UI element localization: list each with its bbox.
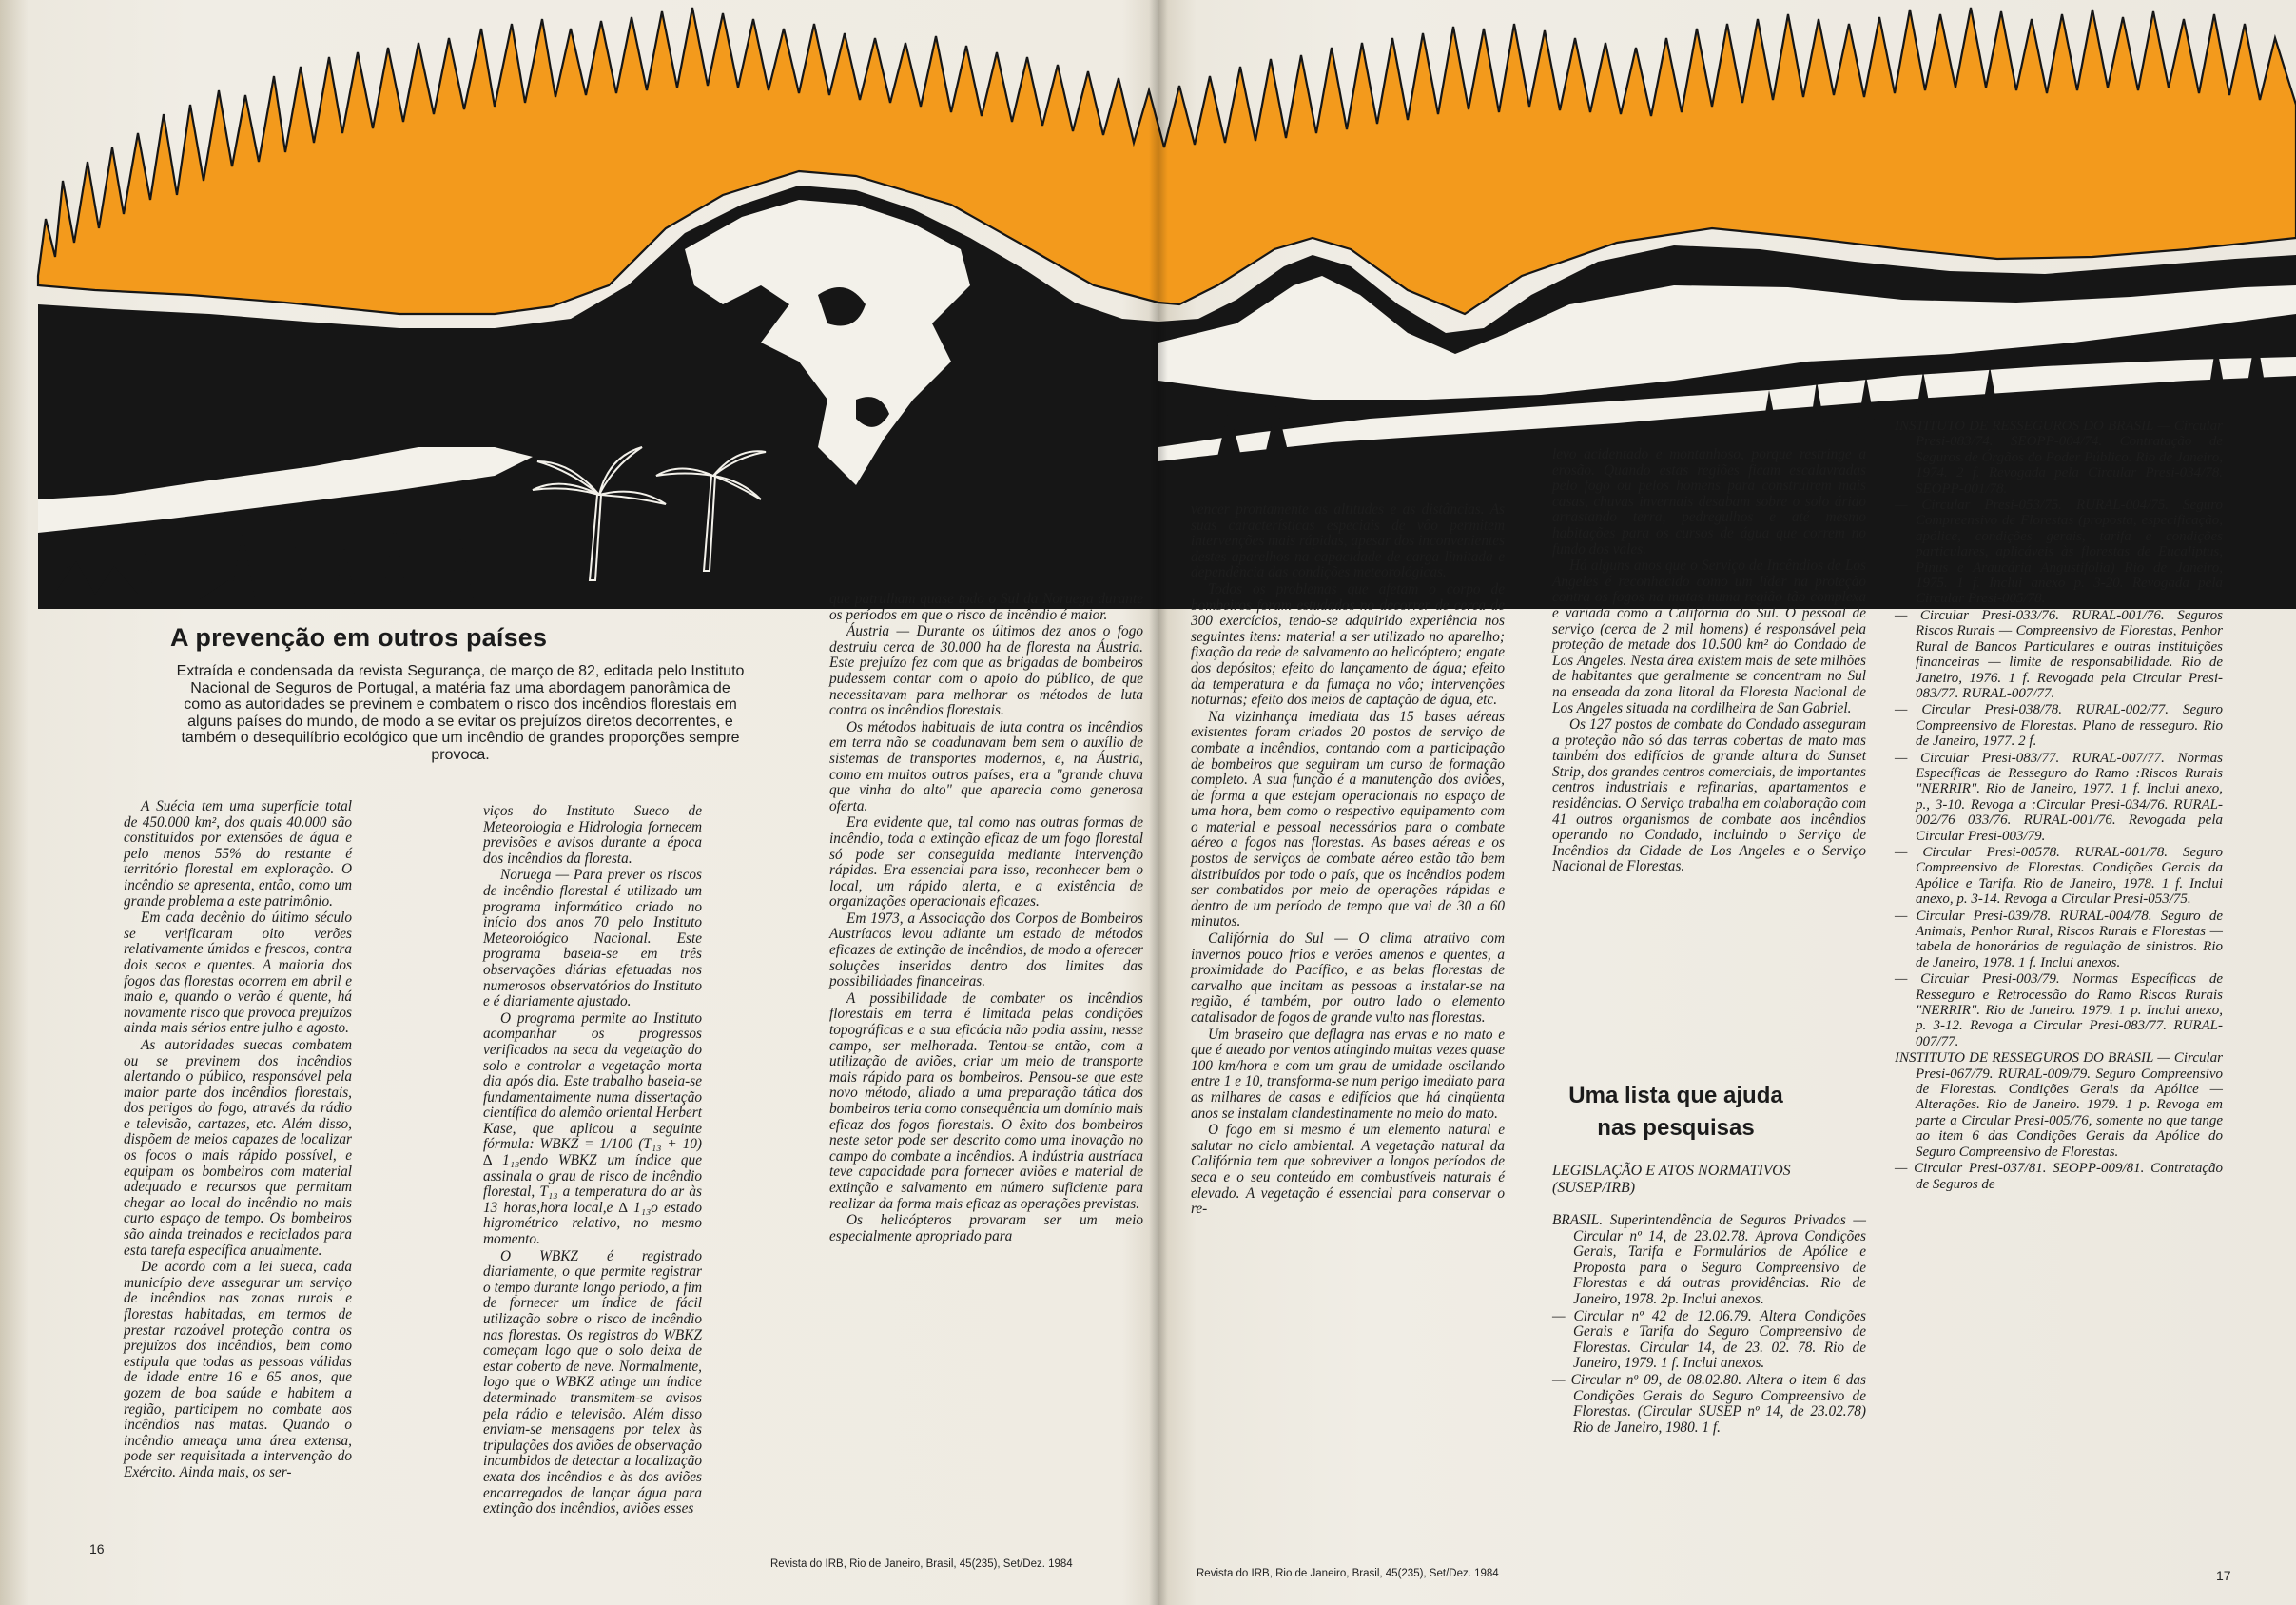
paragraph: Os helicópteros provaram ser um meio especialmente apropriado para — [829, 1212, 1143, 1244]
running-footer-right: Revista do IRB, Rio de Janeiro, Brasil, 45(235), Set/Dez. 1984 — [1197, 1568, 1499, 1579]
reference-entry: — Circular nº 42 de 12.06.79. Altera Condições Gerais e Tarifa do Seguro Compreensivo de Florestas. Circular 14, de 23. 02. 78. Rio de Janeiro, 1979. 1 f. Inclui anexos. — [1552, 1307, 1866, 1372]
reference-entry: — Circular Presi-037/81. SEOPP-009/81. Contratação de Seguros de — [1895, 1161, 2223, 1192]
paragraph: Era evidente que, tal como nas outras formas de incêndio, toda a extinção eficaz de um fogo florestal só pode ser conseguida mediante intervenção rápidas. Era essencial para isso, reconhecer bem o local, um rápido alerta, e a existência de organizações operacionais eficazes. — [829, 814, 1143, 910]
page-number-left: 16 — [89, 1541, 105, 1556]
sidebar-title: Uma lista que ajuda nas pesquisas — [1568, 1083, 1783, 1141]
reference-entry: INSTITUTO DE RESSEGUROS DO BRASIL — Circular Presi-083/74. SEOPP-004/74. Contratação de Seguros de Órgãos do Poder Público. Rio de Janeiro, 1974. 2 f. Revogada pela Circular Presi-034/78. SEOPP-001/78. — [1895, 419, 2223, 497]
article-column-3 — [829, 592, 1143, 1245]
paragraph: Noruega — Para prever os riscos de incêndio florestal é utilizado um programa informático criado no início dos anos 70 pelo Instituto Meteorológico Nacional. Este programa baseia-se em três observações diárias efetuadas nos numerosos observatórios do Instituto e é diariamente ajustado. — [483, 867, 702, 1010]
paragraph: Um braseiro que deflagra nas ervas e no mato e que é ateado por ventos atingindo muitas vezes quase 100 km/hora e com um grau de umidade oscilando entre 1 e 10, transforma-se num perigo imediato para as milhares de casas e edifícios que há cinqüenta anos se instalam clandestinamente no meio do mato. — [1191, 1026, 1505, 1122]
paragraph: Em 1973, a Associação dos Corpos de Bombeiros Austríacos levou adiante um estado de métodos eficazes de extinção de incêndios, de modo a oferecer soluções inseridas dentro dos limites das possibilidades financeiras. — [829, 910, 1143, 990]
reference-entry: — Circular Presi-083/77. RURAL-007/77. Normas Específicas de Resseguro do Ramo :Riscos Rurais "NERRIR". Rio de Janeiro, 1977. 1 f. Inclui anexo, p., 3-10. Revoga a :Circular Presi-034/76. RURAL-002/76 033/76. RURAL-001/76. Revogada pela Circular Presi-003/79. — [1895, 750, 2223, 844]
running-footer-left: Revista do IRB, Rio de Janeiro, Brasil, 45(235), Set/Dez. 1984 — [770, 1558, 1073, 1570]
reference-entry: BRASIL. Superintendência de Seguros Privados — Circular nº 14, de 23.02.78. Aprova Condições Gerais, Tarifa e Formulários de Apólice e Proposta para o Seguro Compreensivo de Florestas e dá outras providências. Rio de Janeiro, 1978. 2p. Inclui anexos. — [1552, 1212, 1866, 1307]
reference-entry: — Circular Presi-053/75. RURAL-004/75. Seguro Compreensivo de Florestas (proposta, especificação, apólice, condições gerais, tarifa e condições particulares, aplicáveis às florestas de Eucaliptus, Pinus e Araucária Angustifolia) Rio de Janeiro, 1975. 1 f. Inclui anexo p. 3-20. Revogada pela Circular Presi-005/78. — [1895, 498, 2223, 607]
paragraph: As autoridades suecas combatem ou se previnem dos incêndios alertando o público, responsável pela maior parte dos incêndios florestais, dos perigos do fogo, através da rádio e televisão, cartazes, etc. Além disso, dispõem de meios capazes de localizar os focos o mais rápido possível, e equipam os bombeiros com material adequado e recursos que permitam chegar ao local do incêndio no mais curto espaço de tempo. Os bombeiros são ainda treinados e reciclados para esta tarefa específica anualmente. — [124, 1036, 352, 1259]
article-lead: Extraída e condensada da revista Segurança, de março de 82, editada pelo Instituto Nacional de Seguros de Portugal, a matéria faz uma abordagem panorâmica de como as autoridades se previnem e combatem o risco dos incêndios florestais em alguns países do mundo, de modo a se evitar os prejuízos diretos decorrentes, e também o desequilíbrio ecológico que um incêndio de grandes proporções sempre provoca. — [176, 663, 745, 763]
paragraph: levo acidentado e montanhoso, porque restringe a erosão. Quando estas regiões ficam escalavradas pelo fogo ou pelos homens para construírem mais casas, chuvas invernais desabam sobre o solo árido arrastando terra, pedregulhos e até mesmo habitações para os cursos de água que correm no fundo dos vales. — [1552, 446, 1866, 558]
paragraph: Na vizinhança imediata das 15 bases aéreas existentes foram criados 20 postos de serviço de combate a incêndios, contando com a participação de bombeiros que seguiram um curso de formação completo. A sua função é a manutenção dos aviões, de forma a que estejam operacionais no espaço de uma hora, bem como o respectivo equipamento com o material e pessoal necessários para o combate aéreo a fogos nas florestas. As bases aéreas e os postos de serviços de combate aéreo estão tão bem distribuídos por todo o país, que os incêndios podem ser combatidos por meio de operações rápidas e dentro de um período de tempo que vai de 30 a 60 minutos. — [1191, 708, 1505, 930]
paragraph: viços do Instituto Sueco de Meteorologia e Hidrologia fornecem previsões e avisos durante a época dos incêndios da floresta. — [483, 803, 702, 867]
paragraph: O fogo em si mesmo é um elemento natural e salutar no ciclo ambiental. A vegetação natural da Califórnia tem que sobreviver a longos períodos de seca e o seu conteúdo em combustíveis naturais é elevado. A vegetação é essencial para conservar o re- — [1191, 1122, 1505, 1218]
reference-entry: — Circular nº 09, de 08.02.80. Altera o item 6 das Condições Gerais do Seguro Compreensivo de Florestas. (Circular SUSEP nº 14, de 23.02.78) Rio de Janeiro, 1980. 1 f. — [1552, 1371, 1866, 1436]
paragraph: vencer prontamente as altitudes e as distâncias. As suas características especiais de vôo permitem intervenções mais rápidas, apesar dos inconvenientes destes aparelhos na capacidade de carga limitada e dependência das condições meteorológicas. — [1191, 501, 1505, 581]
paragraph: O programa permite ao Instituto acompanhar os progressos verificados na seca da vegetação do solo e controlar a vegetação morta dia após dia. Este trabalho baseia-se fundamentalmente numa dissertação científica do alemão oriental Herbert Kase, que aplicou a seguinte fórmula: WBKZ = 1/100 (T₁₃ + 10) ∆ 1₁₃endo WBKZ um índice que assinala o grau de risco de incêndio florestal, T₁₃ a temperatura do ar às 13 horas,hora local,e ∆ 1₁₃o estado higrométrico relativo, no mesmo momento. — [483, 1009, 702, 1248]
paragraph: Áustria — Durante os últimos dez anos o fogo destruiu cerca de 30.000 ha de floresta na Áustria. Este prejuízo fez com que as brigadas de bombeiros pudessem contar com o apoio do público, de que necessitavam para melhorar os métodos de luta contra os incêndios florestais. — [829, 623, 1143, 719]
paragraph: A possibilidade de combater os incêndios florestais em terra é limitada pelas condições topográficas e a sua eficácia não podia assim, nesse campo, ser melhorada. Tentou-se então, com a utilização de aviões, criar um meio de transporte mais rápido para os bombeiros. Pensou-se que este novo método, aliado a uma preparação tática dos bombeiros teria como consequência um domínio mais eficaz dos fogos florestais. O êxito dos bombeiros neste setor pode ser descrito como uma inovação no campo do combate a incêndios. A indústria austríaca teve capacidade para fornecer aviões e material de extinção e salvamento em número suficiente para realizar da forma mais eficaz as operações previstas. — [829, 989, 1143, 1212]
sidebar-list-right — [1895, 419, 2223, 1193]
paragraph: Em cada decênio do último século se verificaram oito verões relativamente úmidos e frescos, contra dois secos e quentes. A maioria dos fogos das florestas ocorrem em abril e maio e, quando o verão é quente, há novamente risco que provoca prejuízos ainda mais sérios entre julho e agosto. — [124, 910, 352, 1037]
paragraph: Todos os problemas que afetam o corpo de bombeiros foram estudados no decorrer de cerca de 300 exercícios, tendo-se adquirido experiência nos seguintes itens: material a ser utilizado no aparelho; fixação da rede de salvamento ao helicóptero; engate dos depósitos; efeito do lançamento de água; efeito da temperatura e da fumaça no vôo; intervenções noturnas; efeito dos meios de captação de água, etc. — [1191, 580, 1505, 709]
paragraph: Os 127 postos de combate do Condado asseguram a proteção não só das terras cobertas de mato mas também dos edifícios de grande altura do Sunset Strip, dos grandes centros comerciais, de importantes centros industriais e refinarias, apartamentos e residências. O Serviço trabalha em colaboração com 41 outros organismos de combate aos incêndios operando no Condado, incluindo o Serviço de Incêndios da Cidade de Los Angeles e o Serviço Nacional de Florestas. — [1552, 716, 1866, 875]
spread-gutter — [1149, 0, 1168, 1605]
reference-entry: — Circular Presi-038/78. RURAL-002/77. Seguro Compreensivo de Florestas. Plano de resseguro. Rio de Janeiro, 1977. 2 f. — [1895, 702, 2223, 750]
article-column-4 — [1191, 502, 1505, 1219]
reference-entry: — Circular Presi-033/76. RURAL-001/76. Seguros Riscos Rurais — Compreensivo de Florestas, Penhor Rural de Bancos Particulares e outras instituições financeiras — limite de responsabilidade. Rio de Janeiro, 1976. 1 f. Revogada pela Circular Presi-083/77. RURAL-007/77. — [1895, 607, 2223, 701]
page-number-right: 17 — [2216, 1568, 2231, 1583]
paragraph: Há alguns anos que o Serviço de Incêndios de Los Angeles é reconhecido como um líder na proteção contra os fogos na matas numa região tão complexa e variada como a Califórnia do Sul. O pessoal de serviço (cerca de 2 mil homens) é responsável pela proteção de metade dos 10.500 km² do Condado de Los Angeles. Nesta área existem mais de sete milhões de habitantes que geralmente se concentram no Sul na enseada da zona litoral da Floresta Nacional de Los Angeles situada na cordilheira de San Gabriel. — [1552, 558, 1866, 716]
paragraph: Califórnia do Sul — O clima atrativo com invernos pouco frios e verões amenos e quentes, a proximidade do Pacífico, e as belas florestas de carvalho que incitam as pessoas a instalar-se na região, é também, por outro lado o elemento catalisador de fogos de grande vulto nas florestas. — [1191, 930, 1505, 1026]
article-column-5 — [1552, 447, 1866, 876]
article-column-2 — [483, 804, 702, 1518]
paragraph: O WBKZ é registrado diariamente, o que permite registrar o tempo durante longo período, a fim de fornecer um índice de fácil utilização sobre o risco de incêndio nas florestas. Os registros do WBKZ começam logo que o solo deixa de estar coberto de neve. Normalmente, logo que o WBKZ atinge um índice determinado transmitem-se avisos pela rádio e televisão. Além disso enviam-se mensagens por telex às tripulações dos aviões de observação incumbidos de detectar a localização exata dos incêndios e às dos aviões encarregados de lançar água para extinção dos incêndios, aviões esses — [483, 1247, 702, 1517]
paragraph: Os métodos habituais de luta contra os incêndios em terra não se coadunavam bem sem o auxílio de sistemas de transportes modernos, e, na Áustria, como em muitos outros países, era a "grande chuva que vinha do alto" que aparecia como generosa oferta. — [829, 718, 1143, 814]
reference-entry: — Circular Presi-003/79. Normas Específicas de Resseguro e Retrocessão do Ramo Riscos Rurais "NERRIR". Rio de Janeiro. 1979. 1 p. Inclui anexo, p. 3-12. Revoga a Circular Presi-083/77. RURAL-007/77. — [1895, 971, 2223, 1049]
paragraph: que patrulham quase todo o Sul da Noruega durante os períodos em que o risco de incêndio é maior. — [829, 591, 1143, 623]
paragraph: A Suécia tem uma superfície total de 450.000 km², dos quais 40.000 são constituídos por extensões de água e pelo menos 55% do restante é território florestal em exploração. O incêndio se apresenta, então, como um grande problema a este patrimônio. — [124, 798, 352, 910]
article-column-1 — [124, 799, 352, 1482]
paragraph: De acordo com a lei sueca, cada município deve assegurar um serviço de incêndios nas zonas rurais e florestas habitadas, em termos de prestar razoável proteção contra os prejuízos dos incêndios, bem como estipula que todas as pessoas válidas de idade entre 16 e 65 anos, que gozem de boa saúde e habitem a região, participem no combate aos incêndios nas matas. Quando o incêndio ameaça uma área extensa, pode ser requisitada a intervenção do Exército. Ainda mais, os ser- — [124, 1259, 352, 1480]
reference-entry: — Circular Presi-039/78. RURAL-004/78. Seguro de Animais, Penhor Rural, Riscos Rurais e Florestas — tabela de honorários de regulação de sinistros. Rio de Janeiro, 1978. 1 f. Inclui anexos. — [1895, 908, 2223, 970]
reference-entry: INSTITUTO DE RESSEGUROS DO BRASIL — Circular Presi-067/79. RURAL-009/79. Seguro Compreensivo de Florestas. Condições Gerais da Apólice — Alterações. Rio de Janeiro. 1979. 1 p. Revoga em parte a Circular Presi-005/76, somente no que tange ao item 6 das Condições Gerais da Apólice do Seguro Compreensivo de Florestas. — [1895, 1050, 2223, 1160]
article-title: A prevenção em outros países — [170, 623, 548, 652]
reference-entry: — Circular Presi-00578. RURAL-001/78. Seguro Compreensivo de Florestas. Condições Gerais da Apólice e Tarifa. Rio de Janeiro, 1978. 1 f. Inclui anexo, p. 3-14. Revoga a Circular Presi-053/75. — [1895, 844, 2223, 908]
sidebar-list-left — [1552, 1213, 1866, 1437]
sidebar-subtitle: LEGISLAÇÃO E ATOS NORMATIVOS (SUSEP/IRB) — [1552, 1163, 1791, 1196]
